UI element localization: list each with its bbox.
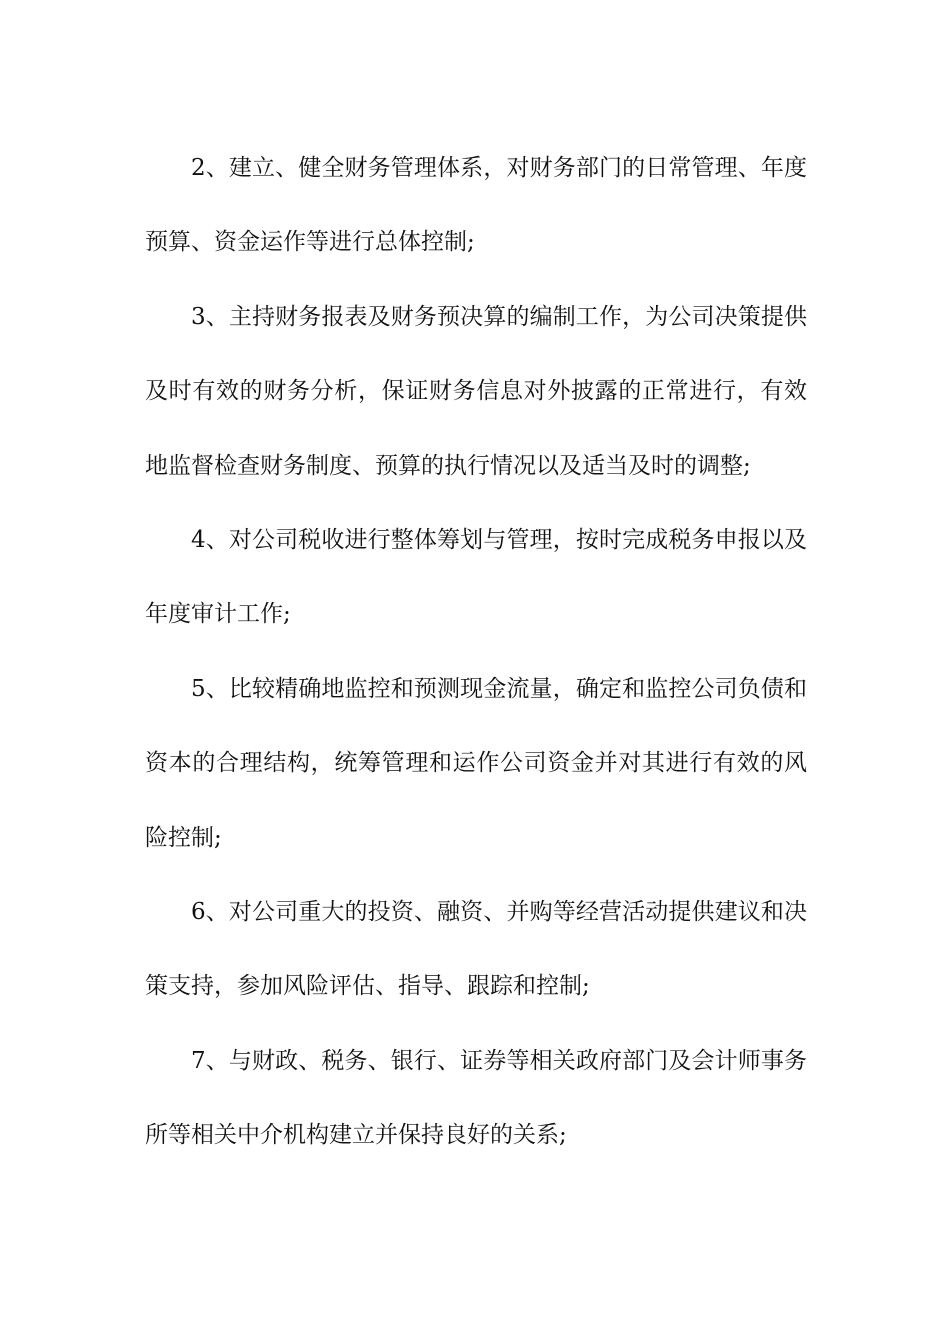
paragraph-item-7: 7、与财政、税务、银行、证券等相关政府部门及会计师事务所等相关中介机构建立并保持良好的关系; (145, 1047, 807, 1149)
paragraph-item-2: 2、建立、健全财务管理体系，对财务部门的日常管理、年度预算、资金运作等进行总体控制; (145, 155, 807, 256)
paragraph-item-3: 3、主持财务报表及财务预决算的编制工作，为公司决策提供及时有效的财务分析，保证财务信息对外披露的正常进行，有效地监督检查财务制度、预算的执行情况以及适当及时的调整; (145, 303, 807, 479)
paragraph-item-4: 4、对公司税收进行整体筹划与管理，按时完成税务申报以及年度审计工作; (145, 527, 807, 628)
paragraph-item-5: 5、比较精确地监控和预测现金流量，确定和监控公司负债和资本的合理结构，统筹管理和运作公司资金并对其进行有效的风险控制; (145, 675, 807, 851)
document-body (145, 131, 807, 1173)
paragraph-item-6: 6、对公司重大的投资、融资、并购等经营活动提供建议和决策支持，参加风险评估、指导、跟踪和控制; (145, 899, 807, 1000)
